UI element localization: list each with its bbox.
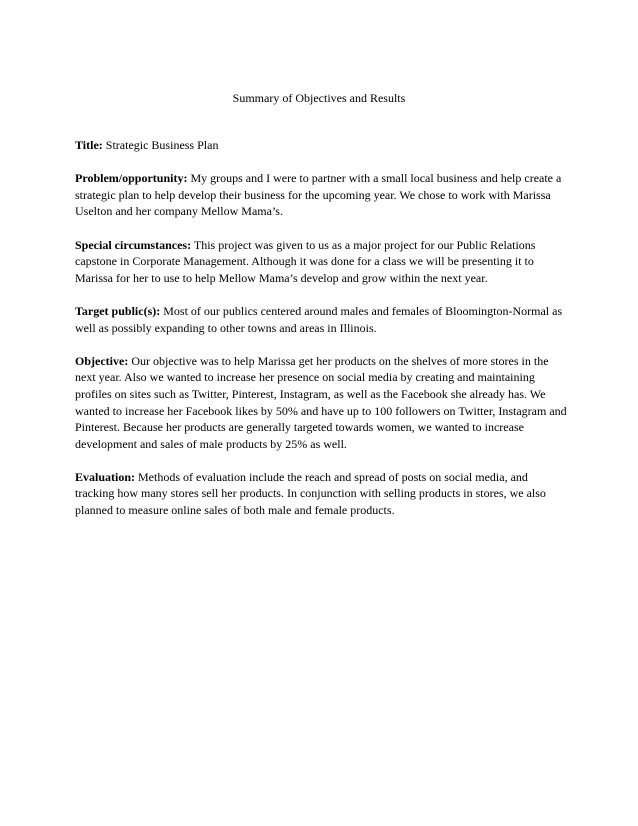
section-objective-text: Our objective was to help Marissa get her products on the shelves of more stores in the next year. Also we wanted to increase her presence on social media by creating and maintaining profiles on sites such as Twitter, Pinterest, Instagram, as well as the Facebook she already has. We wanted to increase her Facebook likes by 50% and have up to 100 followers on Twitter, Instagram and Pinterest. Because her products are generally targeted towards women, we wanted to increase development and sales of male products by 25% as well.	[75, 353, 567, 451]
section-special-circumstances-label: Special circumstances:	[75, 237, 192, 252]
section-evaluation	[75, 469, 567, 519]
section-special-circumstances	[75, 237, 567, 287]
section-target-publics	[75, 303, 567, 336]
section-evaluation-label: Evaluation:	[75, 469, 136, 484]
section-evaluation-text: Methods of evaluation include the reach and spread of posts on social media, and tracking how many stores sell her products. In conjunction with selling products in stores, we also planned to measure online sales of both male and female products.	[75, 469, 546, 518]
section-title-label: Title:	[75, 138, 103, 152]
section-title-text: Strategic Business Plan	[105, 138, 219, 152]
section-objective-label: Objective:	[75, 353, 129, 368]
section-special-circumstances-text: This project was given to us as a major project for our Public Relations capstone in Corporate Management. Although it was done for a class we will be presenting it to Marissa for her to use to help Mellow Mama’s develop and grow within the next year.	[75, 237, 536, 285]
section-problem-opportunity	[75, 170, 567, 220]
section-title	[75, 137, 567, 154]
section-problem-opportunity-label: Problem/opportunity:	[75, 171, 188, 186]
section-problem-opportunity-text: My groups and I were to partner with a small local business and help create a strategic plan to help develop their business for the upcoming year. We chose to work with Marissa Uselton and her company Mellow Mama’s.	[75, 171, 562, 219]
section-objective	[75, 353, 567, 453]
document-body	[75, 137, 567, 535]
section-target-publics-label: Target public(s):	[75, 303, 161, 318]
document-heading: Summary of Objectives and Results	[232, 91, 406, 105]
section-target-publics-text: Most of our publics centered around males and females of Bloomington-Normal as well as possibly expanding to other towns and areas in Illinois.	[75, 303, 563, 335]
